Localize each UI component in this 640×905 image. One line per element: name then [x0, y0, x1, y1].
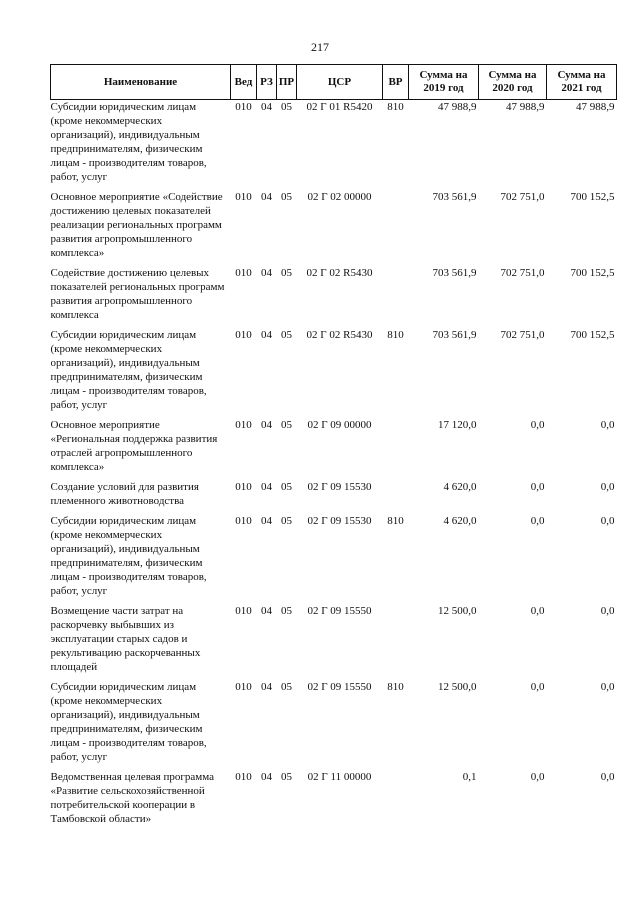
row-pr: 05: [281, 267, 292, 279]
row-vr: 810: [387, 681, 404, 693]
row-csr: 02 Г 11 00000: [307, 771, 372, 783]
row-pr: 05: [281, 329, 292, 341]
row-name: Основное мероприятие «Содействие достижению целевых показателей реализации региональных программ развития агропромышленного комплекса»: [50, 191, 223, 259]
row-csr: 02 Г 01 R5420: [306, 101, 373, 113]
row-ved: 010: [235, 101, 252, 113]
row-sum-2019: 703 561,9: [432, 191, 477, 203]
table-row: [51, 328, 617, 412]
table-body: [51, 100, 617, 833]
row-pr: 05: [281, 101, 292, 113]
header-csr: ЦСР: [297, 65, 383, 100]
row-csr: 02 Г 09 15530: [307, 515, 372, 527]
table-row: [51, 604, 617, 674]
row-name: Субсидии юридическим лицам (кроме некоммерческих организаций), индивидуальным предпринимателям, физическим лицам - производителям товаров, работ, услуг: [50, 329, 207, 411]
table-header-row: [51, 65, 617, 100]
row-name: Субсидии юридическим лицам (кроме некоммерческих организаций), индивидуальным предпринимателям, физическим лицам - производителям товаров, работ, услуг: [50, 681, 207, 763]
row-sum-2020: 0,0: [530, 605, 545, 617]
row-name: Содействие достижению целевых показателей региональных программ развития агропромышленного комплекса: [50, 267, 225, 321]
row-sum-2019: 47 988,9: [438, 101, 477, 113]
row-sum-2021: 47 988,9: [576, 101, 615, 113]
row-csr: 02 Г 02 R5430: [306, 329, 373, 341]
row-sum-2020: 0,0: [530, 515, 545, 527]
row-sum-2019: 703 561,9: [432, 329, 477, 341]
row-vr: [383, 418, 409, 474]
row-name: Создание условий для развития племенного животноводства: [50, 481, 199, 507]
row-ved: 010: [235, 191, 252, 203]
row-pr: 05: [281, 605, 292, 617]
row-sum-2021: 700 152,5: [570, 191, 615, 203]
row-sum-2021: 0,0: [600, 681, 615, 693]
row-rz: 04: [261, 605, 272, 617]
row-name: Субсидии юридическим лицам (кроме некоммерческих организаций), индивидуальным предпринимателям, физическим лицам - производителям товаров, работ, услуг: [50, 101, 207, 183]
row-csr: 02 Г 02 00000: [307, 191, 372, 203]
row-ved: 010: [235, 681, 252, 693]
row-vr: [383, 604, 409, 674]
row-vr: [383, 190, 409, 260]
table-row: [51, 514, 617, 598]
row-sum-2020: 0,0: [530, 481, 545, 493]
header-name: Наименование: [51, 65, 231, 100]
row-csr: 02 Г 09 15530: [307, 481, 372, 493]
row-csr: 02 Г 09 00000: [307, 419, 372, 431]
row-name: Ведомственная целевая программа «Развитие сельскохозяйственной потребительской кооперации в Тамбовской области»: [50, 771, 214, 825]
table-row: [51, 190, 617, 260]
row-sum-2019: 703 561,9: [432, 267, 477, 279]
row-sum-2020: 0,0: [530, 681, 545, 693]
row-pr: 05: [281, 515, 292, 527]
table-row: [51, 480, 617, 508]
row-rz: 04: [261, 329, 272, 341]
row-csr: 02 Г 09 15550: [307, 605, 372, 617]
header-rz: РЗ: [257, 65, 277, 100]
row-rz: 04: [261, 481, 272, 493]
table-row: [51, 680, 617, 764]
table-row: [51, 770, 617, 826]
row-vr: [383, 266, 409, 322]
row-sum-2021: 0,0: [600, 605, 615, 617]
row-vr: [383, 770, 409, 826]
row-sum-2021: 0,0: [600, 771, 615, 783]
row-sum-2021: 700 152,5: [570, 267, 615, 279]
row-sum-2019: 12 500,0: [438, 681, 477, 693]
row-pr: 05: [281, 771, 292, 783]
row-sum-2019: 17 120,0: [438, 419, 477, 431]
header-pr: ПР: [277, 65, 297, 100]
header-sum-2020: Сумма на 2020 год: [479, 65, 547, 100]
row-rz: 04: [261, 681, 272, 693]
row-pr: 05: [281, 419, 292, 431]
row-name: Основное мероприятие «Региональная поддержка развития отраслей агропромышленного комплекса»: [50, 419, 218, 473]
row-sum-2021: 0,0: [600, 515, 615, 527]
row-sum-2019: 4 620,0: [443, 515, 477, 527]
row-sum-2019: 4 620,0: [443, 481, 477, 493]
row-pr: 05: [281, 191, 292, 203]
row-vr: 810: [387, 101, 404, 113]
row-spacer-cell: [51, 826, 617, 832]
table-row: [51, 418, 617, 474]
page-number: 217: [311, 40, 329, 54]
row-sum-2021: 0,0: [600, 481, 615, 493]
row-rz: 04: [261, 191, 272, 203]
row-pr: 05: [281, 681, 292, 693]
row-ved: 010: [235, 419, 252, 431]
row-vr: 810: [387, 515, 404, 527]
row-sum-2020: 702 751,0: [500, 267, 545, 279]
row-rz: 04: [261, 419, 272, 431]
row-name: Возмещение части затрат на раскорчевку выбывших из эксплуатации старых садов и рекультивацию раскорчеванных площадей: [50, 605, 201, 673]
budget-table: [50, 64, 617, 832]
row-spacer: [51, 826, 617, 832]
row-rz: 04: [261, 267, 272, 279]
table-row: [51, 266, 617, 322]
row-ved: 010: [235, 329, 252, 341]
header-vr: ВР: [383, 65, 409, 100]
row-sum-2019: 12 500,0: [438, 605, 477, 617]
row-sum-2020: 0,0: [530, 771, 545, 783]
header-sum-2021: Сумма на 2021 год: [547, 65, 617, 100]
row-ved: 010: [235, 481, 252, 493]
row-sum-2021: 700 152,5: [570, 329, 615, 341]
row-csr: 02 Г 09 15550: [307, 681, 372, 693]
row-ved: 010: [235, 515, 252, 527]
row-sum-2020: 702 751,0: [500, 329, 545, 341]
table-row: [51, 100, 617, 185]
row-sum-2020: 0,0: [530, 419, 545, 431]
row-ved: 010: [235, 771, 252, 783]
row-ved: 010: [235, 605, 252, 617]
row-vr: [383, 480, 409, 508]
row-vr: 810: [387, 329, 404, 341]
row-csr: 02 Г 02 R5430: [306, 267, 373, 279]
row-sum-2019: 0,1: [462, 771, 477, 783]
row-pr: 05: [281, 481, 292, 493]
header-sum-2019: Сумма на 2019 год: [409, 65, 479, 100]
row-sum-2020: 47 988,9: [506, 101, 545, 113]
row-ved: 010: [235, 267, 252, 279]
row-sum-2020: 702 751,0: [500, 191, 545, 203]
row-name: Субсидии юридическим лицам (кроме некоммерческих организаций), индивидуальным предпринимателям, физическим лицам - производителям товаров, работ, услуг: [50, 515, 207, 597]
header-ved: Вед: [231, 65, 257, 100]
row-rz: 04: [261, 515, 272, 527]
row-sum-2021: 0,0: [600, 419, 615, 431]
row-rz: 04: [261, 771, 272, 783]
row-rz: 04: [261, 101, 272, 113]
